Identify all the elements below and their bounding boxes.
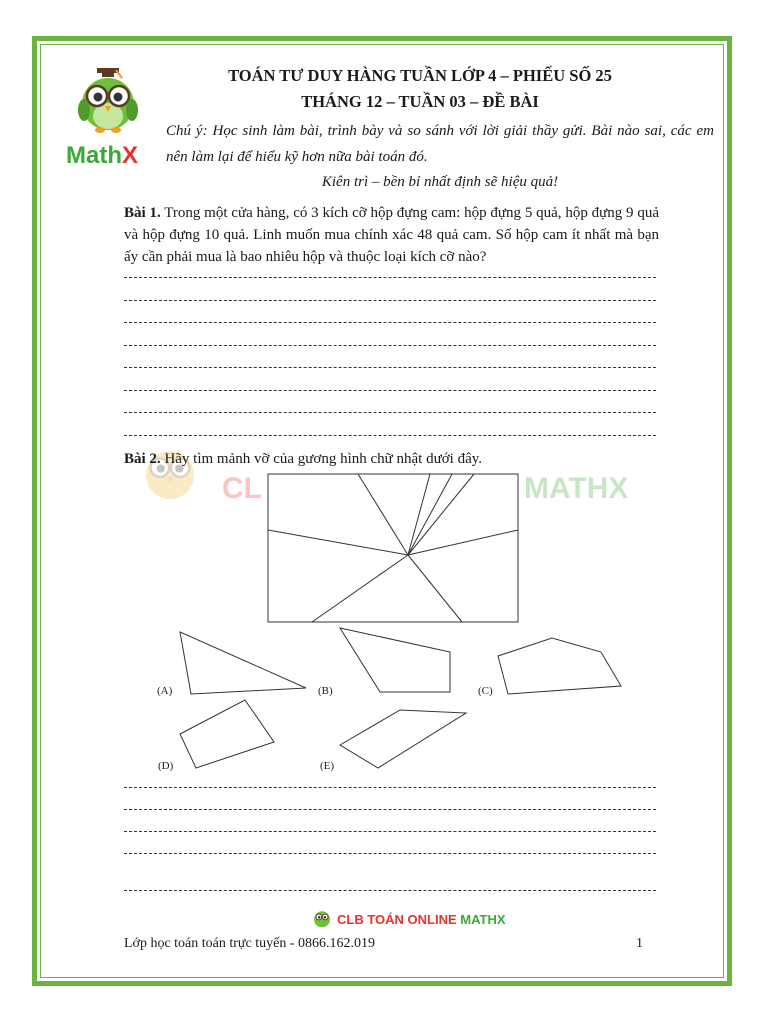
sheet-title: TOÁN TƯ DUY HÀNG TUẦN LỚP 4 – PHIẾU SỐ 25 (228, 66, 612, 85)
answer-line (124, 787, 656, 788)
club-name (337, 912, 506, 927)
answer-line (124, 890, 656, 891)
problem-2-text: Hãy tìm mảnh vỡ của gương hình chữ nhật dưới đây. (160, 451, 483, 467)
fragment-c-label: (C) (478, 685, 493, 697)
answer-line (124, 831, 656, 832)
footer-contact: Lớp học toán toán trực tuyến - 0866.162.019 (124, 936, 375, 951)
fragment-b-label: (B) (318, 685, 333, 697)
problem-1-label: Bài 1. (124, 205, 161, 221)
answer-line (124, 853, 656, 854)
mirror-rectangle (268, 474, 518, 622)
club-name-prefix: CLB TOÁN ONLINE (337, 912, 461, 927)
club-name-brand: MATHX (460, 912, 506, 927)
fragment-a-shape (180, 632, 306, 694)
fragment-e-shape (340, 710, 466, 768)
brand-logo-suffix: X (122, 142, 139, 169)
fragment-e-label: (E) (320, 760, 335, 772)
instruction-note: Chú ý: Học sinh làm bài, trình bày và so sánh với lời giải thầy gửi. Bài nào sai, các em nên làm lại để hiểu kỹ hơn nữa bài toán đó. (166, 123, 714, 165)
problem-2-label: Bài 2. (124, 451, 161, 467)
page-number: 1 (636, 936, 643, 951)
answer-line (124, 809, 656, 810)
fragment-b-shape (340, 628, 450, 692)
fragment-c-shape (498, 638, 621, 694)
motto-text: Kiên trì – bền bỉ nhất định sẽ hiệu quả! (321, 174, 559, 190)
fragment-d-label: (D) (158, 760, 174, 772)
footer-owl-icon (310, 907, 334, 931)
watermark-text-left: CL (222, 472, 262, 505)
problem-1-text: Trong một cửa hàng, có 3 kích cỡ hộp đựng cam: hộp đựng 5 quả, hộp đựng 9 quả và hộp đựng 10 quả. Linh muốn mua chính xác 48 quả cam. Số hộp cam ít nhất mà bạn ấy cần phải mua là bao nhiêu hộp và thuộc loại kích cỡ nào? (124, 205, 659, 265)
fragment-d-shape (180, 700, 274, 768)
mirror-crack-lines (268, 474, 518, 622)
sheet-subtitle: THÁNG 12 – TUẦN 03 – ĐỀ BÀI (301, 92, 539, 111)
watermark-text-right: MATHX (524, 472, 629, 505)
brand-logo-prefix: Math (66, 142, 122, 169)
fragment-a-label: (A) (157, 685, 173, 697)
